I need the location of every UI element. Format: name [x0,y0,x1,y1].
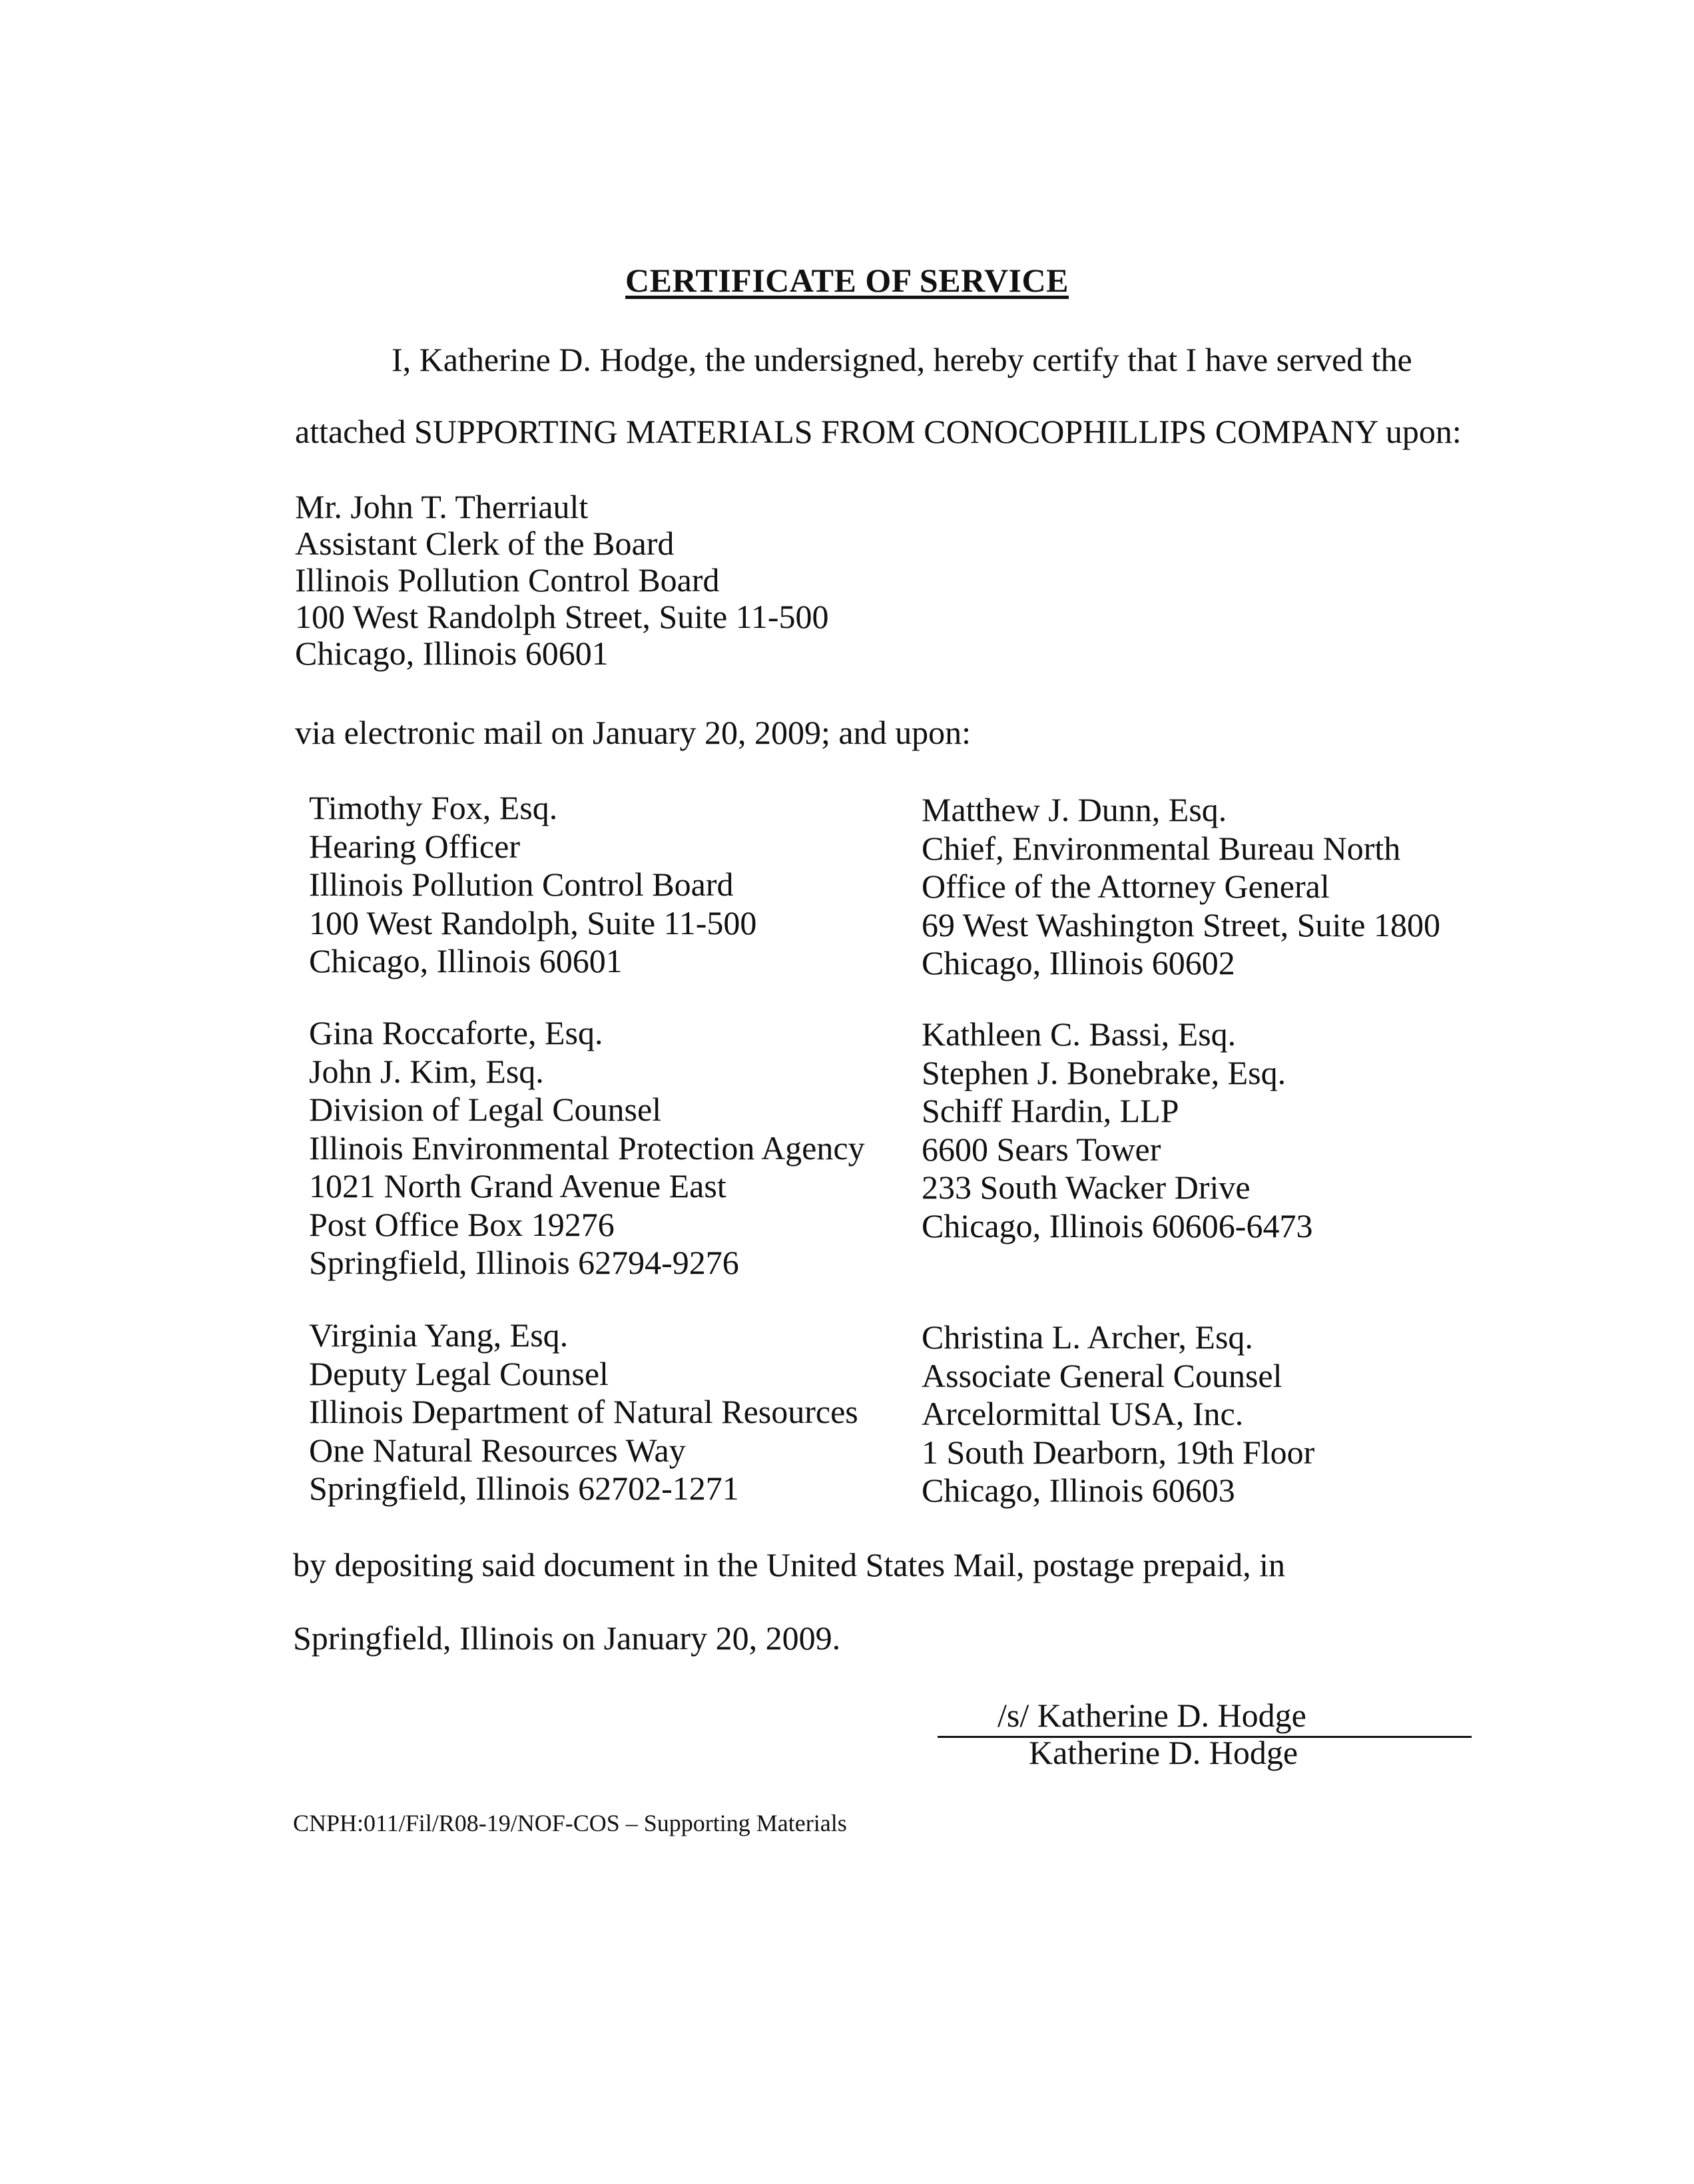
address-line: Chicago, Illinois 60606-6473 [922,1207,1313,1244]
address-line: John J. Kim, Esq. [309,1052,544,1090]
address-line: Deputy Legal Counsel [309,1354,609,1392]
address-line: Timothy Fox, Esq. [309,789,558,826]
address-line: Illinois Pollution Control Board [295,561,720,599]
address-line: 69 West Washington Street, Suite 1800 [922,906,1440,944]
address-line: Chief, Environmental Bureau North [922,829,1401,867]
closing-line-2: Springfield, Illinois on January 20, 2009. [293,1619,841,1657]
address-line: Springfield, Illinois 62702-1271 [309,1470,739,1507]
recipient-address-arcelormittal [922,1318,1314,1510]
electronic-signature: /s/ Katherine D. Hodge [997,1697,1306,1734]
address-line: Kathleen C. Bassi, Esq. [922,1015,1237,1053]
address-line: 100 West Randolph Street, Suite 11-500 [295,598,829,635]
address-line: 100 West Randolph, Suite 11-500 [309,904,757,942]
address-line: Mr. John T. Therriault [295,488,589,525]
address-line: Stephen J. Bonebrake, Esq. [922,1053,1286,1091]
address-line: Chicago, Illinois 60601 [309,942,623,979]
address-line: Arcelormittal USA, Inc. [922,1395,1244,1432]
address-line: Chicago, Illinois 60601 [295,635,609,672]
intro-line-1: I, Katherine D. Hodge, the undersigned, hereby certify that I have served the [392,341,1412,378]
address-line: Virginia Yang, Esq. [309,1316,569,1354]
address-line: Assistant Clerk of the Board [295,525,675,562]
signer-printed-name: Katherine D. Hodge [1029,1734,1298,1771]
address-line: 1 South Dearborn, 19th Floor [922,1433,1315,1471]
address-line: Schiff Hardin, LLP [922,1092,1179,1129]
address-line: Chicago, Illinois 60602 [922,944,1235,981]
address-line: Illinois Department of Natural Resources [309,1393,858,1430]
recipient-address-idnr [309,1316,858,1508]
recipient-address-schiff-hardin [922,1015,1312,1245]
address-line: Matthew J. Dunn, Esq. [922,791,1227,828]
closing-line-1: by depositing said document in the United States Mail, postage prepaid, in [293,1546,1286,1583]
address-line: Gina Roccaforte, Esq. [309,1014,603,1051]
recipient-address-fox [309,789,756,981]
address-line: Division of Legal Counsel [309,1091,662,1128]
address-line: Associate General Counsel [922,1356,1282,1394]
address-line: Office of the Attorney General [922,868,1330,905]
address-line: Post Office Box 19276 [309,1205,615,1243]
intro-line-2: attached SUPPORTING MATERIALS FROM CONOCOPHILLIPS COMPANY upon: [295,413,1462,450]
address-line: Chicago, Illinois 60603 [922,1472,1235,1509]
address-line: Springfield, Illinois 62794-9276 [309,1244,739,1281]
address-line: Hearing Officer [309,827,520,865]
recipient-address-iepa [309,1014,865,1282]
address-line: Illinois Environmental Protection Agency [309,1129,865,1167]
address-line: Illinois Pollution Control Board [309,866,734,903]
address-line: 1021 North Grand Avenue East [309,1167,726,1205]
address-line: 233 South Wacker Drive [922,1169,1251,1206]
via-electronic-mail-line: via electronic mail on January 20, 2009; and upon: [295,714,972,751]
address-line: Christina L. Archer, Esq. [922,1318,1253,1356]
primary-recipient-address [295,489,828,672]
address-line: One Natural Resources Way [309,1431,686,1469]
footer-reference: CNPH:011/Fil/R08-19/NOF-COS – Supporting Materials [293,1810,847,1836]
address-line: 6600 Sears Tower [922,1130,1161,1168]
recipient-address-dunn [922,791,1440,983]
document-title: CERTIFICATE OF SERVICE [625,262,1069,299]
